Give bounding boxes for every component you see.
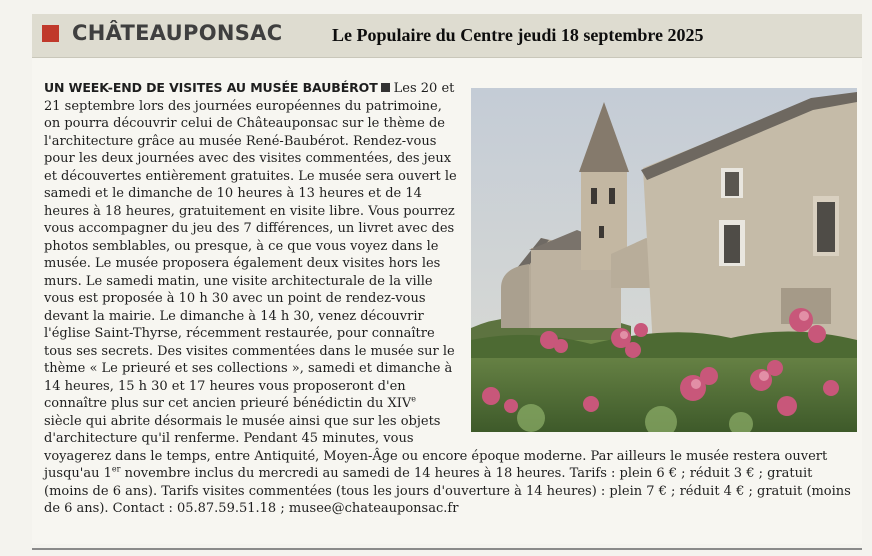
article-text-part-3: novembre inclus du mercredi au samedi de 14 heures à 18 heures. Tarifs : plein 6 € ; réduit 3 € ; gratuit (moins de 6 ans). Tarifs visites commentées (tous les jours d'ouverture à 14 heures) : plein 7 € ; réduit 4 € ; gratuit (moins de 6 ans). Contact : 05.87.59.51.18 ; musee@chateauponsac.fr: [44, 466, 851, 516]
first-superscript: er: [111, 464, 121, 474]
article-photo: [471, 88, 857, 432]
clipping-header: [32, 14, 862, 58]
bottom-rule: [32, 548, 862, 550]
rubric-title: CHÂTEAUPONSAC: [72, 21, 283, 45]
article-text-part-1: Les 20 et 21 septembre lors des journées européennes du patrimoine, on pourra découvrir celui de Châteauponsac sur le thème de l'architecture grâce au musée René-Baubérot. Rendez-vous pour les deux journées avec des visites commentées, des jeux et découvertes entièrement gratuites. Le musée sera ouvert le samedi et le dimanche de 10 heures à 13 heures et de 14 heures à 18 heures, gratuitement en visite libre. Vous pourrez vous accompagner du jeu des 7 différences, un livret avec des photos semblables, ou presque, à ce que vous voyez dans le musée. Le musée proposera également deux visites hors les murs. Le samedi matin, une visite architecturale de la ville vous est proposée à 10 h 30 avec un point de rendez-vous devant la mairie. Le dimanche à 14 h 30, venez découvrir l'église Saint-Thyrse, récemment restaurée, pour connaître tous ses secrets. Des visites commentées dans le musée sur le thème « Le prieuré et ses collections », samedi et dimanche à 14 heures, 15 h 30 et 17 heures vous proposeront d'en connaître plus sur cet ancien prieuré bénédictin du XIV: [44, 81, 457, 411]
kicker-square-icon: [381, 83, 390, 92]
source-line: Le Populaire du Centre jeudi 18 septembre 2025: [332, 25, 704, 45]
article-body: [44, 79, 854, 518]
article-kicker: UN WEEK-END DE VISITES AU MUSÉE BAUBÉROT: [44, 80, 378, 95]
century-superscript: e: [411, 394, 417, 404]
article-text-part-2: siècle qui abrite désormais le musée ainsi que sur les objets d'architecture qu'il renferme. Pendant 45 minutes, vous voyagerez dans le temps, entre Antiquité, Moyen-Âge ou encore époque moderne. Par ailleurs le musée restera ouvert jusqu'au 1: [44, 413, 828, 481]
rubric-square-icon: [42, 25, 59, 42]
church-photo: [471, 88, 857, 432]
